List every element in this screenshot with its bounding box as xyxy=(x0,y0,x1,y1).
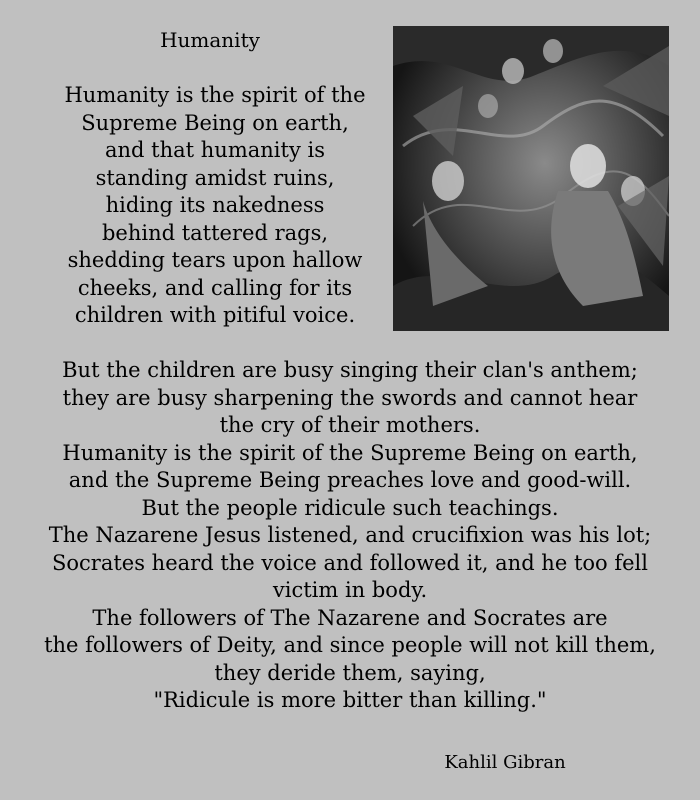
poem-line: the followers of Deity, and since people will not kill them, xyxy=(44,633,656,657)
poem-line: "Ridicule is more bitter than killing." xyxy=(153,688,547,712)
stanza-two xyxy=(20,357,680,715)
poem-line: cheeks, and calling for its xyxy=(77,275,353,300)
poem-title: Humanity xyxy=(160,28,260,52)
poem-line: the cry of their mothers. xyxy=(219,413,481,437)
poem-line: behind tattered rags, xyxy=(101,220,329,245)
poem-line: The followers of The Nazarene and Socrates are xyxy=(92,605,608,630)
poem-line: and that humanity is xyxy=(105,138,325,162)
poem-line: But the children are busy singing their clan's anthem; xyxy=(62,358,638,382)
poem-line: The Nazarene Jesus listened, and crucifixion was his lot; xyxy=(48,523,652,547)
poem-line: But the people ridicule such teachings. xyxy=(141,495,559,520)
poem-line: standing amidst ruins, xyxy=(95,165,335,190)
poem-line: they are busy sharpening the swords and cannot hear xyxy=(62,385,638,410)
poem-line: and the Supreme Being preaches love and good-will. xyxy=(68,468,632,492)
poem-line: Humanity is the spirit of the Supreme Being on earth, xyxy=(62,440,638,465)
stanza-one xyxy=(50,82,380,330)
poem-line: shedding tears upon hallow xyxy=(67,248,363,272)
angels-illustration xyxy=(393,26,669,331)
poem-line: Socrates heard the voice and followed it, and he too fell xyxy=(52,550,648,575)
artwork-image xyxy=(393,26,669,331)
poem-line: hiding its nakedness xyxy=(105,193,325,217)
poem-line: Humanity is the spirit of the xyxy=(64,83,366,107)
poem-line: victim in body. xyxy=(272,578,428,602)
poem-line: they deride them, saying, xyxy=(214,660,486,685)
author-signature: Kahlil Gibran xyxy=(444,752,566,773)
poem-line: Supreme Being on earth, xyxy=(81,110,349,135)
poem-line: children with pitiful voice. xyxy=(74,303,356,327)
